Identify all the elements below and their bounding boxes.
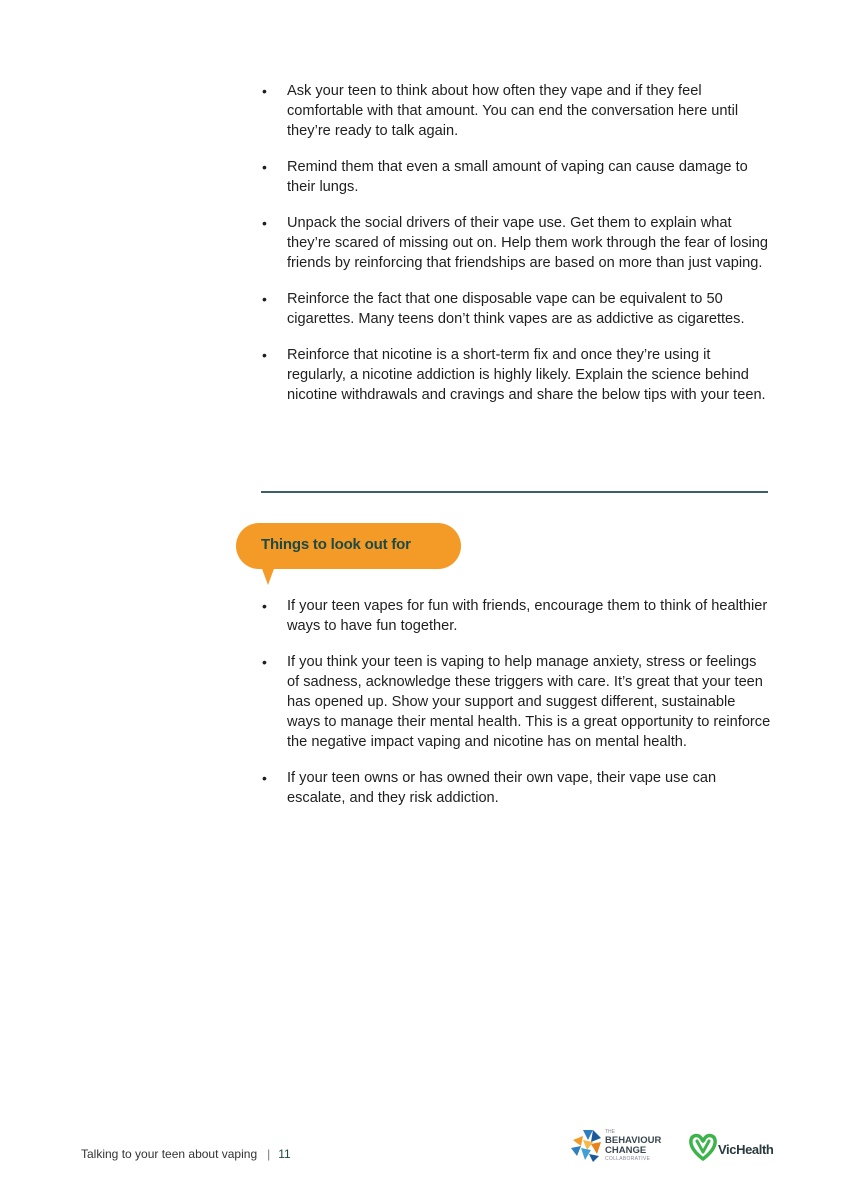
bullet-icon: •	[262, 770, 267, 786]
bullet-icon: •	[262, 347, 267, 363]
bullet-icon: •	[262, 654, 267, 670]
list-item: • Remind them that even a small amount of vaping can cause damage to their lungs.	[262, 159, 748, 195]
bullet-icon: •	[262, 598, 267, 614]
list-item: • Reinforce the fact that one disposable vape can be equivalent to 50 cigarettes. Many teens don’t think vapes are as addictive as cigarettes.	[262, 291, 745, 327]
list-item: • If you think your teen is vaping to help manage anxiety, stress or feelings of sadness, acknowledge these triggers with care. It’s great that your teen has opened up. Show your support and suggest different, sustainable ways to manage their mental health. This is a great opportunity to reinforce the negative impact vaping and nicotine has on mental health.	[262, 654, 771, 750]
footer-separator: |	[267, 1147, 271, 1161]
bcc-line4: COLLABORATIVE	[605, 1156, 651, 1162]
list-item: • Reinforce that nicotine is a short-term fix and once they’re using it regularly, a nicotine addiction is highly likely. Explain the science behind nicotine withdrawals and cravings and share the below tips with your teen.	[262, 347, 766, 403]
callout-bubble	[236, 523, 461, 569]
page-number: 11	[278, 1147, 291, 1161]
bullet-icon: •	[262, 83, 267, 99]
vichealth-heart-icon	[688, 1132, 718, 1162]
bcc-line1: THE	[605, 1129, 615, 1135]
vichealth-wordmark: VicHealth	[718, 1142, 774, 1157]
top-bullet-list	[262, 81, 772, 421]
bullet-icon: •	[262, 159, 267, 175]
bullet-icon: •	[262, 215, 267, 231]
bcc-line3: CHANGE	[605, 1145, 647, 1156]
bcc-mark-icon	[569, 1128, 605, 1164]
section-divider	[261, 491, 768, 493]
vichealth-logo	[688, 1132, 774, 1162]
list-item: • Ask your teen to think about how often they vape and if they feel comfortable with that amount. You can end the conversation here until they’re ready to talk again.	[262, 83, 739, 139]
bullet-icon: •	[262, 291, 267, 307]
callout-title: Things to look out for	[261, 536, 411, 553]
list-item: • Unpack the social drivers of their vape use. Get them to explain what they’re scared of missing out on. Help them work through the fear of losing friends by reinforcing that friendships are based on more than just vaping.	[262, 215, 769, 271]
page-footer	[81, 1147, 291, 1161]
footer-doc-title: Talking to your teen about vaping	[81, 1147, 258, 1161]
list-item: • If your teen vapes for fun with friends, encourage them to think of healthier ways to have fun together.	[262, 598, 768, 634]
callout-tail	[261, 566, 275, 585]
bcc-line2: BEHAVIOUR	[605, 1135, 662, 1146]
bottom-bullet-list	[262, 596, 772, 824]
behaviour-change-collaborative-logo	[569, 1128, 669, 1164]
list-item: • If your teen owns or has owned their own vape, their vape use can escalate, and they risk addiction.	[262, 770, 717, 806]
